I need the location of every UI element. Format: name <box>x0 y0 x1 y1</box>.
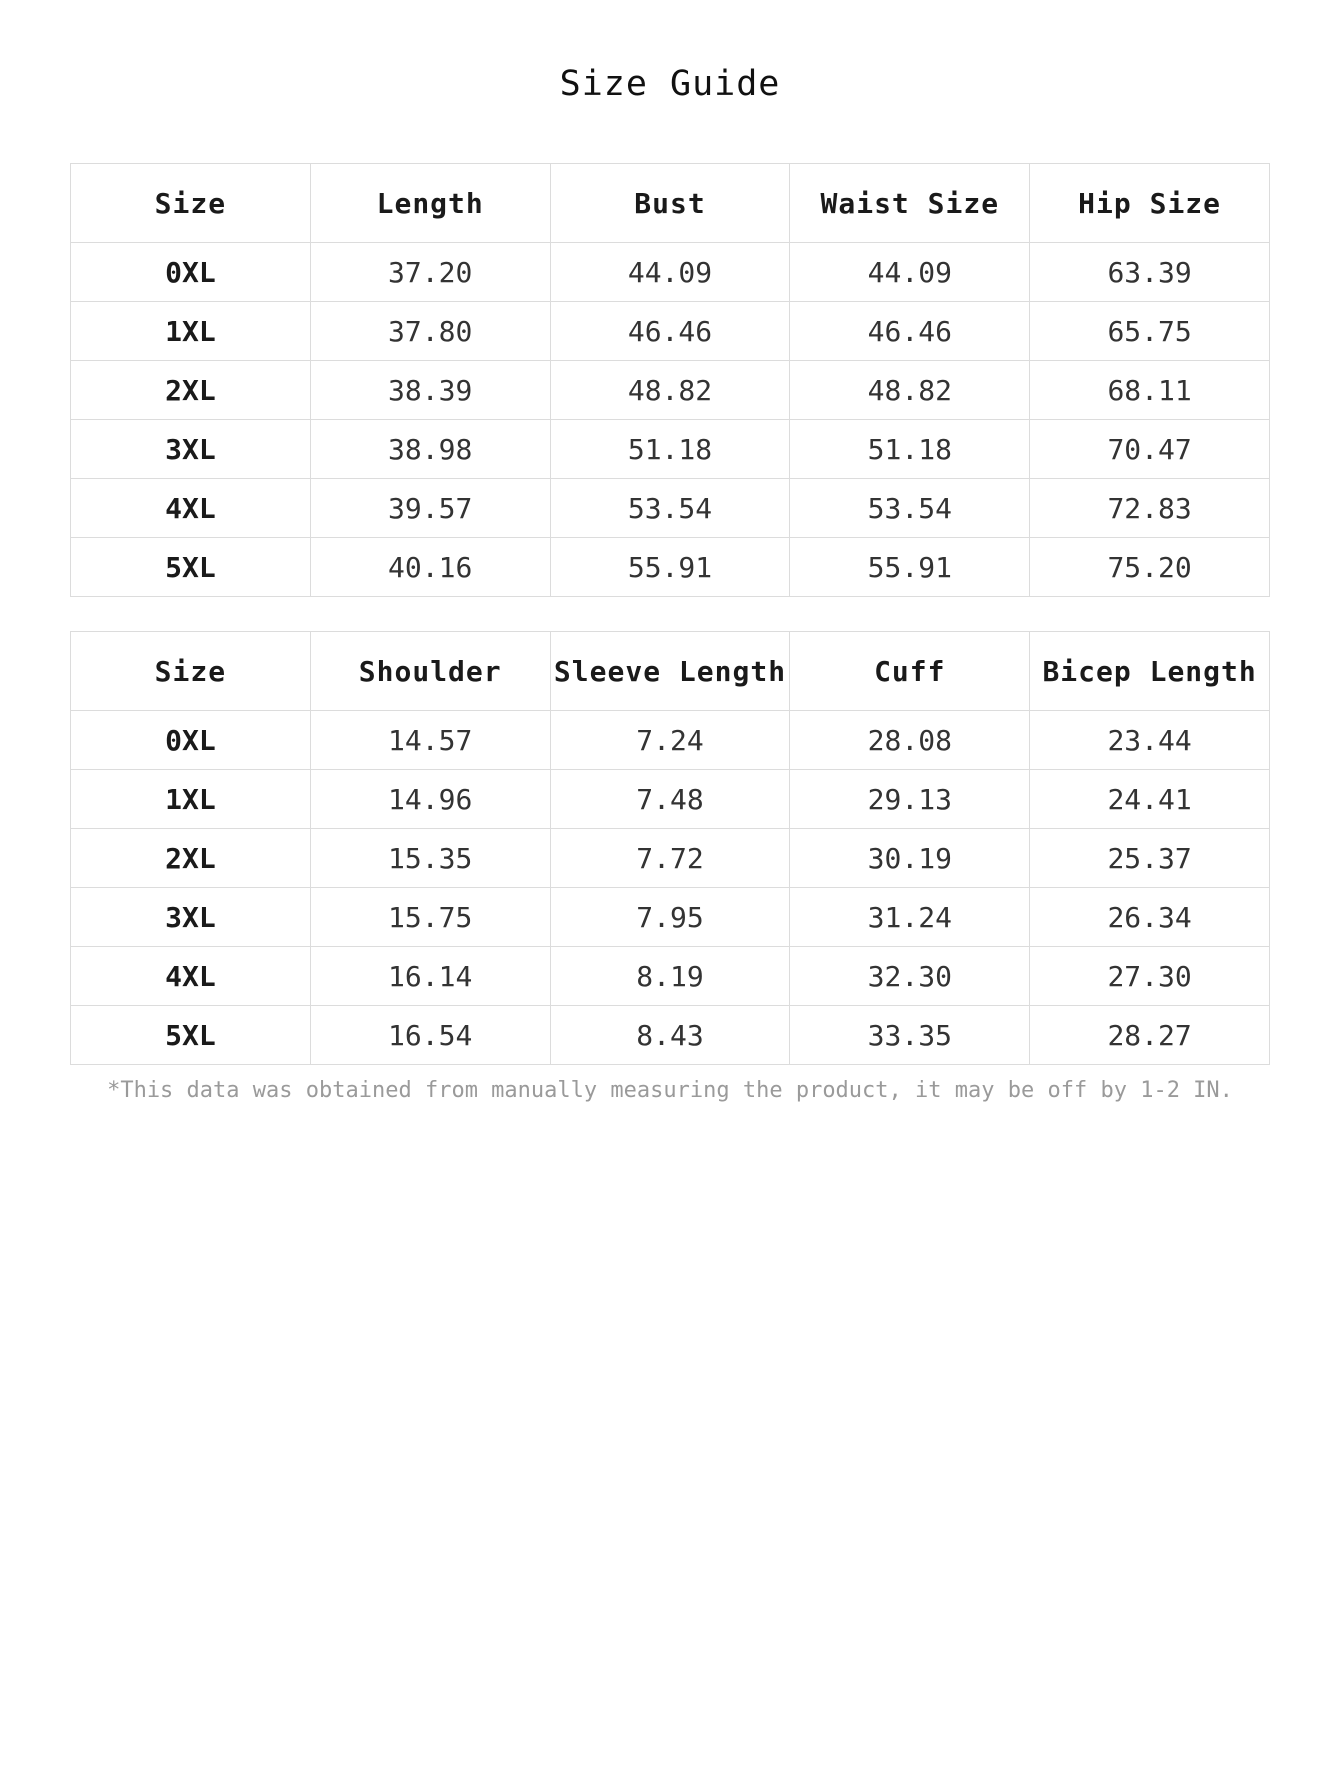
table-cell: 44.09 <box>790 243 1030 302</box>
table-cell: 46.46 <box>790 302 1030 361</box>
table-cell: 72.83 <box>1030 479 1270 538</box>
table-cell: 7.72 <box>550 829 790 888</box>
table-cell: 16.14 <box>310 947 550 1006</box>
column-header: Size <box>71 632 311 711</box>
table-cell: 53.54 <box>790 479 1030 538</box>
table-cell: 65.75 <box>1030 302 1270 361</box>
column-header: Shoulder <box>310 632 550 711</box>
size-cell: 5XL <box>71 538 311 597</box>
table-cell: 53.54 <box>550 479 790 538</box>
table-cell: 55.91 <box>790 538 1030 597</box>
table-cell: 75.20 <box>1030 538 1270 597</box>
size-cell: 4XL <box>71 479 311 538</box>
table-row <box>71 770 1270 829</box>
column-header: Bicep Length <box>1030 632 1270 711</box>
column-header: Sleeve Length <box>550 632 790 711</box>
size-cell: 3XL <box>71 888 311 947</box>
table-cell: 8.19 <box>550 947 790 1006</box>
table-cell: 8.43 <box>550 1006 790 1065</box>
column-header: Waist Size <box>790 164 1030 243</box>
table-cell: 31.24 <box>790 888 1030 947</box>
table-cell: 40.16 <box>310 538 550 597</box>
table-cell: 44.09 <box>550 243 790 302</box>
table-cell: 26.34 <box>1030 888 1270 947</box>
column-header: Size <box>71 164 311 243</box>
table-cell: 37.20 <box>310 243 550 302</box>
table-cell: 28.27 <box>1030 1006 1270 1065</box>
table-row <box>71 711 1270 770</box>
table-cell: 24.41 <box>1030 770 1270 829</box>
table-row <box>71 420 1270 479</box>
table-cell: 70.47 <box>1030 420 1270 479</box>
table-cell: 15.75 <box>310 888 550 947</box>
table-cell: 38.98 <box>310 420 550 479</box>
table-cell: 23.44 <box>1030 711 1270 770</box>
size-table-body-measurements <box>70 163 1270 597</box>
table-cell: 55.91 <box>550 538 790 597</box>
size-cell: 0XL <box>71 243 311 302</box>
table-cell: 46.46 <box>550 302 790 361</box>
table-header-row <box>71 632 1270 711</box>
measurement-disclaimer: *This data was obtained from manually measuring the product, it may be off by 1-2 IN. <box>107 1078 1233 1103</box>
size-cell: 4XL <box>71 947 311 1006</box>
table-row <box>71 888 1270 947</box>
table-cell: 29.13 <box>790 770 1030 829</box>
table-cell: 32.30 <box>790 947 1030 1006</box>
table-cell: 68.11 <box>1030 361 1270 420</box>
table-cell: 38.39 <box>310 361 550 420</box>
size-cell: 2XL <box>71 829 311 888</box>
table-row <box>71 538 1270 597</box>
table-row <box>71 829 1270 888</box>
table-row <box>71 302 1270 361</box>
size-cell: 5XL <box>71 1006 311 1065</box>
column-header: Length <box>310 164 550 243</box>
column-header: Bust <box>550 164 790 243</box>
table-cell: 51.18 <box>550 420 790 479</box>
column-header: Cuff <box>790 632 1030 711</box>
table-cell: 14.96 <box>310 770 550 829</box>
table-cell: 7.95 <box>550 888 790 947</box>
table-cell: 7.24 <box>550 711 790 770</box>
table-cell: 28.08 <box>790 711 1030 770</box>
table-cell: 48.82 <box>550 361 790 420</box>
table-cell: 27.30 <box>1030 947 1270 1006</box>
table-cell: 39.57 <box>310 479 550 538</box>
size-cell: 1XL <box>71 770 311 829</box>
table-cell: 14.57 <box>310 711 550 770</box>
table-row <box>71 1006 1270 1065</box>
table-row <box>71 243 1270 302</box>
table-row <box>71 947 1270 1006</box>
table-cell: 25.37 <box>1030 829 1270 888</box>
table-cell: 7.48 <box>550 770 790 829</box>
table-row <box>71 479 1270 538</box>
table-cell: 30.19 <box>790 829 1030 888</box>
table-cell: 16.54 <box>310 1006 550 1065</box>
size-table-sleeve-measurements <box>70 631 1270 1065</box>
table-cell: 51.18 <box>790 420 1030 479</box>
table-cell: 37.80 <box>310 302 550 361</box>
size-cell: 3XL <box>71 420 311 479</box>
table-row <box>71 361 1270 420</box>
size-cell: 1XL <box>71 302 311 361</box>
table-cell: 63.39 <box>1030 243 1270 302</box>
column-header: Hip Size <box>1030 164 1270 243</box>
table-cell: 48.82 <box>790 361 1030 420</box>
size-cell: 2XL <box>71 361 311 420</box>
table-cell: 33.35 <box>790 1006 1030 1065</box>
table-header-row <box>71 164 1270 243</box>
page-title: Size Guide <box>559 64 781 104</box>
size-cell: 0XL <box>71 711 311 770</box>
table-cell: 15.35 <box>310 829 550 888</box>
